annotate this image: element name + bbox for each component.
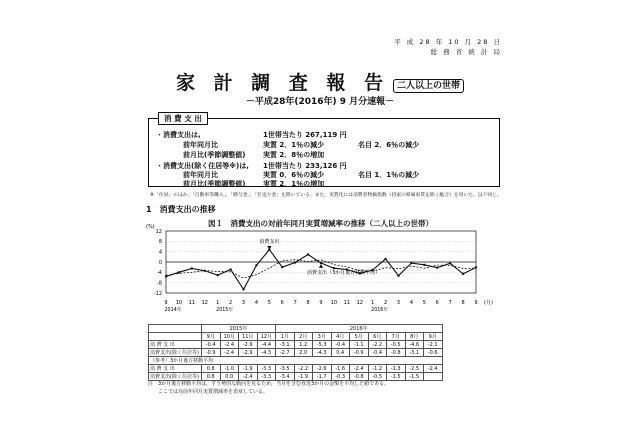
summary-label-2: ・消費支出(除く住居等※)は, [156, 162, 249, 170]
table-cell: -2.5 [405, 365, 424, 373]
x-tick-label: 4 [409, 300, 414, 306]
x-tick-label: 11 [188, 300, 196, 306]
report-subtitle: －平成28年(2016年) 9 月分速報－ [245, 97, 395, 107]
table-month-header: 3月 [313, 333, 332, 341]
section-heading: 1 消費支出の推移 [146, 205, 216, 214]
table-cell: -4.3 [313, 349, 332, 357]
table-cell: -3.1 [276, 341, 295, 349]
table-cell: -2.4 [220, 349, 239, 357]
data-point-consumption [449, 262, 451, 264]
table-month-header: 12月 [257, 333, 276, 341]
x-tick-label: 3 [241, 300, 246, 306]
table-row-label: 消 費 支 出 [149, 341, 202, 349]
summary-amount-2: 1世帯当たり 233,126 円 [263, 162, 347, 170]
y-tick-label: -4 [157, 270, 162, 277]
table-cell: 0.8 [202, 365, 221, 373]
x-tick-label: 3 [396, 300, 401, 306]
x-tick-label: 12 [356, 300, 363, 306]
report-title-main: 家 計 調 査 報 告 [175, 72, 390, 94]
table-cell: -1.9 [239, 365, 258, 373]
table-cell: -2.6 [313, 365, 332, 373]
table-cell: -5.3 [313, 341, 332, 349]
table-row-label: 消 費 支 出 [149, 365, 202, 373]
notes [148, 380, 389, 396]
table-month-header: 8月 [405, 333, 424, 341]
figure-title: 図１ 消費支出の対前年同月実質増減率の推移（二人以上の世帯） [208, 219, 433, 228]
table-cell: -2.4 [350, 365, 369, 373]
table-month-row [149, 333, 443, 341]
table-cell: -0.3 [331, 373, 350, 381]
table-cell: -0.4 [368, 349, 387, 357]
data-point-consumption [307, 253, 309, 255]
x-tick-label: 11 [343, 300, 351, 306]
table-month-header: 1月 [276, 333, 295, 341]
table-cell: 2.0 [294, 349, 313, 357]
table-cell: -3.4 [276, 373, 295, 381]
table-cell: -2.4 [239, 373, 258, 381]
year-label: 2014年 [164, 308, 182, 313]
y-tick-label: 12 [155, 228, 162, 235]
y-axis-unit: (%) [146, 224, 155, 230]
table-cell: -1.1 [350, 341, 369, 349]
table-cell: -0.4 [202, 341, 221, 349]
summary-mom-real-2: 実質 2．1％の増加 [263, 180, 325, 188]
summary-label-1: ・消費支出は, [156, 131, 201, 139]
data-point-consumption [281, 266, 283, 268]
x-tick-label: 10 [175, 300, 183, 306]
table-cell: -4.4 [257, 341, 276, 349]
table-cell: -1.5 [405, 373, 424, 381]
y-tick-label: 0 [158, 259, 162, 266]
data-point-consumption [462, 273, 464, 275]
table-month-header: 4月 [331, 333, 350, 341]
table-cell: -2.9 [239, 349, 258, 357]
table-cell: -1.7 [313, 373, 332, 381]
summary-box-label: 消 費 支 出 [158, 112, 208, 125]
summary-amount-1: 1世帯当たり 267,119 円 [263, 131, 347, 139]
table-cell: -0.5 [387, 341, 406, 349]
table-month-header: 2月 [294, 333, 313, 341]
x-axis-unit: (月) [484, 300, 493, 306]
x-tick-label: 7 [448, 300, 452, 306]
data-point-consumption [397, 274, 399, 276]
table-cell: 1.2 [294, 341, 313, 349]
x-tick-label: 9 [164, 300, 168, 306]
data-point-consumption [178, 271, 180, 273]
data-point-consumption [320, 262, 322, 264]
data-point-consumption [216, 274, 218, 276]
note-line: ここでは対前年同月実質増減率を表章している。 [148, 389, 269, 395]
x-tick-label: 6 [435, 300, 439, 306]
table-cell: -3.3 [257, 365, 276, 373]
report-title-household-type: 二人以上の世帯 [393, 79, 464, 93]
summary-yoy-real-2: 実質 0．6％の減少 [263, 171, 325, 179]
table-cell: -2.1 [424, 341, 443, 349]
table-cell: -0.9 [350, 349, 369, 357]
annotation-arrow [319, 264, 323, 268]
x-tick-label: 10 [330, 300, 338, 306]
x-tick-label: 1 [371, 300, 375, 306]
table-year-row [149, 325, 443, 333]
agency-name: 総 務 省 統 計 局 [430, 48, 502, 56]
data-point-consumption [165, 275, 167, 277]
summary-yoy-label-2: 前年同月比 [183, 171, 218, 179]
table-cell: -1.9 [294, 373, 313, 381]
data-point-consumption [242, 288, 244, 290]
x-tick-label: 6 [280, 300, 284, 306]
x-tick-label: 4 [254, 300, 259, 306]
table-row [149, 341, 443, 349]
table-row [149, 357, 443, 365]
summary-mom-label-1: 前月比(季節調整値) [183, 151, 246, 159]
year-label: 2016年 [371, 308, 389, 313]
table-month-header: 9月 [424, 333, 443, 341]
y-tick-label: 4 [158, 249, 162, 256]
annotation-arrow [267, 246, 271, 250]
table-cell: -3.1 [405, 349, 424, 357]
table-cell: -1.2 [368, 365, 387, 373]
x-tick-label: 5 [267, 300, 271, 306]
table-row [149, 349, 443, 357]
summary-mom-label-2: 前月比(季節調整値) [183, 180, 246, 188]
summary-yoy-real-1: 実質 2．1％の減少 [263, 141, 325, 149]
table-corner [149, 333, 202, 341]
data-point-consumption [191, 267, 193, 269]
x-tick-label: 9 [474, 300, 478, 306]
table-month-header: 10月 [220, 333, 239, 341]
table-cell: -4.6 [405, 341, 424, 349]
release-date: 平 成 28 年 10 月 28 日 [394, 38, 502, 46]
table-year-cell: 2016年 [276, 325, 443, 333]
table-month-header: 6月 [368, 333, 387, 341]
table-cell: -1.5 [387, 373, 406, 381]
table-cell: -0.8 [387, 349, 406, 357]
table-corner [149, 325, 202, 333]
table-month-header: 5月 [350, 333, 369, 341]
summary-yoy-label-1: 前年同月比 [183, 141, 218, 149]
y-tick-label: 8 [158, 239, 162, 246]
table-cell [424, 373, 443, 381]
table-cell: 0.4 [331, 349, 350, 357]
x-tick-label: 2 [228, 300, 233, 306]
table-cell: -1.6 [331, 365, 350, 373]
data-point-consumption [436, 266, 438, 268]
series-annotation-average: 消費支出（3か月後方移動平均） [307, 269, 381, 276]
note-line: 注 3か月後方移動平均は，すう勢的な動向を見るため，当月を含む直近3か月の金額を平均した値である。 [148, 381, 390, 387]
table-cell: 0.0 [220, 373, 239, 381]
x-tick-label: 8 [461, 300, 465, 306]
summary-yoy-nominal-1: 名目 2．6％の減少 [358, 141, 420, 149]
table-cell: -2.4 [220, 341, 239, 349]
table-cell: -0.9 [202, 349, 221, 357]
y-tick-label: -12 [153, 290, 162, 297]
table-cell: -2.9 [239, 341, 258, 349]
data-point-consumption [410, 262, 412, 264]
x-tick-label: 7 [293, 300, 297, 306]
summary-mom-real-1: 実質 2．8％の増加 [263, 151, 325, 159]
x-tick-label: 12 [201, 300, 208, 306]
table-row [149, 365, 443, 373]
x-tick-label: 8 [306, 300, 310, 306]
x-tick-label: 2 [383, 300, 388, 306]
table-cell: -4.3 [257, 349, 276, 357]
data-point-consumption [384, 258, 386, 260]
table-cell: -2.2 [368, 341, 387, 349]
table-cell: -0.6 [424, 349, 443, 357]
x-tick-label: 1 [216, 300, 220, 306]
table-month-header: 9月 [202, 333, 221, 341]
table-cell: -3.3 [257, 373, 276, 381]
table-cell: -1.3 [387, 365, 406, 373]
table-row-label: 消費支出(除く住居等) [149, 373, 202, 381]
table-cell: -3.5 [276, 365, 295, 373]
table-row-label: （参考）3か月後方移動平均 [149, 357, 443, 365]
table-cell: 0.8 [202, 373, 221, 381]
data-point-consumption [475, 266, 477, 268]
series-annotation-main: 消費支出 [259, 239, 280, 245]
year-label: 2015年 [216, 308, 234, 313]
table-cell: -1.0 [220, 365, 239, 373]
data-point-consumption [204, 270, 206, 272]
table-month-header: 11月 [239, 333, 258, 341]
data-point-consumption [423, 264, 425, 266]
table-cell: -0.5 [368, 373, 387, 381]
table-cell: -0.4 [331, 341, 350, 349]
table-month-header: 7月 [387, 333, 406, 341]
table-cell: -0.8 [350, 373, 369, 381]
table-cell: -2.2 [294, 365, 313, 373]
y-tick-label: -8 [157, 280, 162, 287]
summary-yoy-nominal-2: 名目 1．1％の減少 [358, 171, 420, 179]
data-point-consumption [229, 268, 231, 270]
data-table [148, 324, 443, 381]
table-year-cell: 2015年 [202, 325, 276, 333]
footnote: ※「住居」のほか，「自動車等購入」，「贈与金」，「仕送り金」を除いている。また，実質化には消費者物価指数（持家の帰属家賃を除く総合）を用いた。以下同じ。 [150, 193, 502, 198]
x-tick-label: 5 [422, 300, 426, 306]
table-row-label: 消費支出(除く住居等) [149, 349, 202, 357]
data-point-consumption [255, 264, 257, 266]
data-point-consumption [294, 261, 296, 263]
table-cell: -2.7 [276, 349, 295, 357]
x-tick-label: 9 [319, 300, 323, 306]
table-cell: -2.4 [424, 365, 443, 373]
